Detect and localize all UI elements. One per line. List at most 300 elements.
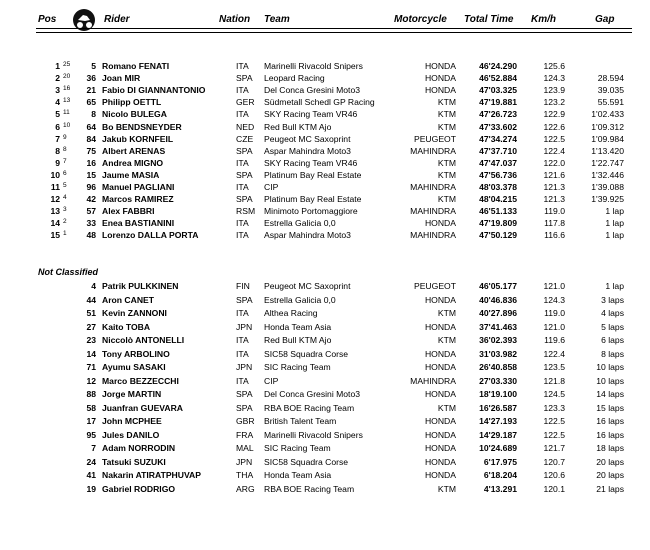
speed-cell: 122.4 xyxy=(543,348,565,359)
not-classified-heading: Not Classified xyxy=(38,267,99,277)
table-row xyxy=(0,108,650,120)
rider-number-cell: 21 xyxy=(86,85,96,96)
speed-cell: 120.6 xyxy=(543,470,565,480)
motorcycle-cell: KTM xyxy=(437,157,456,168)
table-row xyxy=(0,181,650,193)
header-rider: Rider xyxy=(104,14,130,25)
nation-cell: SPA xyxy=(236,169,253,180)
table-row xyxy=(0,193,650,205)
nation-cell: ITA xyxy=(236,308,249,318)
team-cell: Red Bull KTM Ajo xyxy=(264,335,332,345)
total-time-cell: 6'18.204 xyxy=(483,470,517,480)
team-cell: Red Bull KTM Ajo xyxy=(264,121,332,132)
total-time-cell: 47'19.809 xyxy=(479,218,517,229)
total-time-cell: 31'03.982 xyxy=(479,348,517,359)
motorcycle-cell: KTM xyxy=(437,109,456,120)
total-time-cell: 47'50.129 xyxy=(479,230,517,241)
rider-name-cell: Patrik PULKKINEN xyxy=(102,281,179,291)
rider-name-cell: Aron CANET xyxy=(102,294,155,305)
team-cell: Leopard Racing xyxy=(264,73,325,84)
speed-cell: 119.0 xyxy=(544,206,565,217)
gap-cell: 1 lap xyxy=(605,218,624,229)
team-cell: Del Conca Gresini Moto3 xyxy=(264,85,361,96)
rider-name-cell: Fabio DI GIANNANTONIO xyxy=(102,85,206,96)
total-time-cell: 46'52.884 xyxy=(479,73,517,84)
nation-cell: FIN xyxy=(236,281,250,291)
speed-cell: 119.0 xyxy=(544,308,565,318)
rider-name-cell: Gabriel RODRIGO xyxy=(102,483,176,494)
header-bottom-rule xyxy=(36,32,632,33)
nation-cell: JPN xyxy=(236,456,253,467)
rider-name-cell: Manuel PAGLIANI xyxy=(102,182,175,192)
rider-number-cell: 15 xyxy=(86,169,96,180)
speed-cell: 121.3 xyxy=(543,182,565,192)
grid-position-cell: 8 xyxy=(63,145,67,153)
speed-cell: 122.9 xyxy=(543,109,565,120)
rider-name-cell: Nakarin ATIRATPHUVAP xyxy=(102,470,201,480)
team-cell: Südmetall Schedl GP Racing xyxy=(264,97,375,108)
motorcycle-cell: HONDA xyxy=(424,443,456,453)
rider-number-cell: 75 xyxy=(86,145,96,156)
team-cell: British Talent Team xyxy=(264,416,337,426)
speed-cell: 125.6 xyxy=(543,61,565,71)
total-time-cell: 26'40.858 xyxy=(479,362,517,372)
total-time-cell: 4'13.291 xyxy=(483,483,517,494)
rider-number-cell: 24 xyxy=(86,456,96,467)
nation-cell: ITA xyxy=(236,157,249,168)
table-row xyxy=(0,334,650,346)
nation-cell: ITA xyxy=(236,348,249,359)
rider-number-cell: 51 xyxy=(86,308,96,318)
rider-name-cell: Juanfran GUEVARA xyxy=(102,402,184,413)
gap-cell: 1 lap xyxy=(605,206,624,217)
rider-number-cell: 44 xyxy=(86,294,96,305)
table-row xyxy=(0,429,650,441)
rider-name-cell: Albert ARENAS xyxy=(102,145,166,156)
gap-cell: 1'32.446 xyxy=(591,169,624,180)
team-cell: Minimoto Portomaggiore xyxy=(264,206,358,217)
gap-cell: 1'39.088 xyxy=(591,182,624,192)
nation-cell: ITA xyxy=(236,109,249,120)
rider-number-cell: 65 xyxy=(86,97,96,108)
team-cell: Platinum Bay Real Estate xyxy=(264,194,362,205)
team-cell: Peugeot MC Saxoprint xyxy=(264,281,351,291)
motorcycle-cell: MAHINDRA xyxy=(410,230,456,241)
rider-name-cell: Niccolò ANTONELLI xyxy=(102,335,185,345)
table-row xyxy=(0,375,650,387)
rider-name-cell: Nicolo BULEGA xyxy=(102,109,167,120)
table-row xyxy=(0,361,650,373)
position-cell: 9 xyxy=(55,157,60,168)
table-row xyxy=(0,402,650,414)
total-time-cell: 40'27.896 xyxy=(479,308,517,318)
table-row xyxy=(0,483,650,495)
team-cell: Honda Team Asia xyxy=(264,470,332,480)
header-top-rule xyxy=(36,28,632,29)
total-time-cell: 47'56.736 xyxy=(479,169,517,180)
motorcycle-cell: HONDA xyxy=(424,470,456,480)
header-nation: Nation xyxy=(219,14,251,25)
table-row xyxy=(0,442,650,454)
rider-name-cell: Jorge MARTIN xyxy=(102,389,162,399)
grid-position-cell: 16 xyxy=(63,85,71,93)
table-row xyxy=(0,72,650,84)
rider-name-cell: Marcos RAMIREZ xyxy=(102,194,174,205)
speed-cell: 122.4 xyxy=(543,145,565,156)
gap-cell: 20 laps xyxy=(596,456,624,467)
position-cell: 13 xyxy=(50,206,60,217)
nation-cell: NED xyxy=(236,121,255,132)
table-row xyxy=(0,280,650,292)
speed-cell: 121.7 xyxy=(543,443,565,453)
total-time-cell: 46'51.133 xyxy=(479,206,517,217)
speed-cell: 123.2 xyxy=(543,97,565,108)
rider-number-cell: 7 xyxy=(91,443,96,453)
speed-cell: 123.5 xyxy=(543,362,565,372)
speed-cell: 121.3 xyxy=(543,194,565,205)
speed-cell: 122.5 xyxy=(543,416,565,426)
rider-name-cell: Joan MIR xyxy=(102,73,141,84)
grid-position-cell: 25 xyxy=(63,61,71,68)
gap-cell: 18 laps xyxy=(596,443,624,453)
gap-cell: 14 laps xyxy=(596,389,624,399)
nation-cell: ITA xyxy=(236,182,249,192)
motorcycle-cell: KTM xyxy=(437,335,456,345)
nation-cell: SPA xyxy=(236,389,253,399)
nation-cell: THA xyxy=(236,470,254,480)
nation-cell: ITA xyxy=(236,218,249,229)
total-time-cell: 48'03.378 xyxy=(479,182,517,192)
table-row xyxy=(0,348,650,360)
nation-cell: ARG xyxy=(236,483,255,494)
speed-cell: 120.1 xyxy=(543,483,565,494)
gap-cell: 1'02.433 xyxy=(591,109,624,120)
nation-cell: GER xyxy=(236,97,255,108)
gap-cell: 6 laps xyxy=(601,335,624,345)
rider-name-cell: Enea BASTIANINI xyxy=(102,218,175,229)
team-cell: Marinelli Rivacold Snipers xyxy=(264,429,363,440)
rider-number-cell: 42 xyxy=(86,194,96,205)
table-row xyxy=(0,415,650,427)
table-row xyxy=(0,217,650,229)
rider-number-cell: 27 xyxy=(86,321,96,332)
grid-position-cell: 20 xyxy=(63,73,71,81)
total-time-cell: 47'26.723 xyxy=(479,109,517,120)
gap-cell: 1 lap xyxy=(605,281,624,291)
grid-position-cell: 9 xyxy=(63,133,67,141)
rider-number-cell: 57 xyxy=(86,206,96,217)
grid-position-cell: 7 xyxy=(63,157,67,165)
team-cell: Marinelli Rivacold Snipers xyxy=(264,61,363,71)
gap-cell: 3 laps xyxy=(601,294,624,305)
motorcycle-cell: HONDA xyxy=(424,85,456,96)
rider-name-cell: Alex FABBRI xyxy=(102,206,155,217)
table-row xyxy=(0,205,650,217)
motorcycle-cell: HONDA xyxy=(424,294,456,305)
position-cell: 12 xyxy=(50,194,60,205)
motorcycle-cell: HONDA xyxy=(424,416,456,426)
position-cell: 8 xyxy=(55,145,60,156)
gap-cell: 5 laps xyxy=(601,321,624,332)
table-row xyxy=(0,169,650,181)
rider-number-cell: 64 xyxy=(86,121,96,132)
grid-position-cell: 10 xyxy=(63,121,71,129)
gap-cell: 15 laps xyxy=(596,402,624,413)
rider-number-cell: 19 xyxy=(86,483,96,494)
rider-name-cell: Marco BEZZECCHI xyxy=(102,375,179,386)
position-cell: 4 xyxy=(55,97,60,108)
table-row xyxy=(0,121,650,133)
position-cell: 7 xyxy=(55,133,60,144)
team-cell: CIP xyxy=(264,375,279,386)
rider-number-cell: 33 xyxy=(86,218,96,229)
gap-cell: 28.594 xyxy=(597,73,624,84)
gap-cell: 21 laps xyxy=(596,483,624,494)
motorcycle-cell: MAHINDRA xyxy=(410,375,456,386)
grid-position-cell: 3 xyxy=(63,206,67,214)
header-pos: Pos xyxy=(38,14,57,25)
header-team: Team xyxy=(264,14,290,25)
grid-position-cell: 13 xyxy=(63,97,71,105)
gap-cell: 16 laps xyxy=(596,416,624,426)
rider-name-cell: Jules DANILO xyxy=(102,429,160,440)
motorcycle-cell: MAHINDRA xyxy=(410,182,456,192)
team-cell: Althea Racing xyxy=(264,308,318,318)
motorcycle-cell: MAHINDRA xyxy=(410,145,456,156)
team-cell: Aspar Mahindra Moto3 xyxy=(264,145,351,156)
team-cell: CIP xyxy=(264,182,279,192)
team-cell: SKY Racing Team VR46 xyxy=(264,109,358,120)
motorcycle-cell: KTM xyxy=(437,194,456,205)
rider-name-cell: Adam NORRODIN xyxy=(102,443,176,453)
gap-cell: 8 laps xyxy=(601,348,624,359)
speed-cell: 122.6 xyxy=(543,121,565,132)
total-time-cell: 47'19.881 xyxy=(479,97,517,108)
rider-name-cell: Philipp OETTL xyxy=(102,97,162,108)
rider-name-cell: John MCPHEE xyxy=(102,416,162,426)
team-cell: SIC Racing Team xyxy=(264,443,331,453)
motorcycle-cell: PEUGEOT xyxy=(413,281,456,291)
motorcycle-cell: HONDA xyxy=(424,321,456,332)
team-cell: Estrella Galicia 0,0 xyxy=(264,294,336,305)
motorcycle-cell: KTM xyxy=(437,121,456,132)
gap-cell: 10 laps xyxy=(596,375,624,386)
nation-cell: ITA xyxy=(236,61,249,71)
total-time-cell: 47'03.325 xyxy=(479,85,517,96)
table-row xyxy=(0,157,650,169)
table-row xyxy=(0,229,650,241)
nation-cell: SPA xyxy=(236,145,253,156)
position-cell: 5 xyxy=(55,109,60,120)
rider-number-cell: 71 xyxy=(86,362,96,372)
header-motorcycle: Motorcycle xyxy=(394,14,447,25)
total-time-cell: 36'02.393 xyxy=(479,335,517,345)
rider-number-cell: 23 xyxy=(86,335,96,345)
motorcycle-cell: HONDA xyxy=(424,218,456,229)
total-time-cell: 10'24.689 xyxy=(479,443,517,453)
speed-cell: 122.5 xyxy=(543,133,565,144)
team-cell: SKY Racing Team VR46 xyxy=(264,157,358,168)
speed-cell: 121.8 xyxy=(543,375,565,386)
team-cell: SIC58 Squadra Corse xyxy=(264,456,349,467)
table-row xyxy=(0,60,650,72)
gap-cell: 4 laps xyxy=(601,308,624,318)
rider-number-cell: 88 xyxy=(86,389,96,399)
rider-name-cell: Jaume MASIA xyxy=(102,169,160,180)
table-row xyxy=(0,469,650,481)
position-cell: 14 xyxy=(50,218,60,229)
nation-cell: SPA xyxy=(236,194,253,205)
nation-cell: JPN xyxy=(236,321,253,332)
position-cell: 3 xyxy=(55,85,60,96)
table-row xyxy=(0,145,650,157)
rider-number-cell: 14 xyxy=(86,348,96,359)
rider-name-cell: Romano FENATI xyxy=(102,61,170,71)
speed-cell: 119.6 xyxy=(544,335,565,345)
rider-name-cell: Jakub KORNFEIL xyxy=(102,133,174,144)
motorcycle-cell: HONDA xyxy=(424,348,456,359)
total-time-cell: 46'05.177 xyxy=(479,281,517,291)
rider-name-cell: Lorenzo DALLA PORTA xyxy=(102,230,199,241)
speed-cell: 124.5 xyxy=(543,389,565,399)
team-cell: Aspar Mahindra Moto3 xyxy=(264,230,351,241)
speed-cell: 123.3 xyxy=(543,402,565,413)
position-cell: 11 xyxy=(50,182,60,192)
team-cell: SIC Racing Team xyxy=(264,362,331,372)
gap-cell: 1'22.747 xyxy=(591,157,624,168)
total-time-cell: 18'19.100 xyxy=(479,389,517,399)
gap-cell: 1'39.925 xyxy=(591,194,624,205)
team-cell: Peugeot MC Saxoprint xyxy=(264,133,351,144)
position-cell: 1 xyxy=(55,61,60,71)
rider-name-cell: Tatsuki SUZUKI xyxy=(102,456,166,467)
motorcycle-cell: MAHINDRA xyxy=(410,206,456,217)
table-row xyxy=(0,307,650,319)
rider-name-cell: Kaito TOBA xyxy=(102,321,151,332)
rider-number-cell: 12 xyxy=(86,375,96,386)
motorcycle-cell: HONDA xyxy=(424,362,456,372)
total-time-cell: 47'33.602 xyxy=(479,121,517,132)
speed-cell: 121.0 xyxy=(543,281,565,291)
grid-position-cell: 2 xyxy=(63,218,67,226)
nation-cell: ITA xyxy=(236,335,249,345)
total-time-cell: 37'41.463 xyxy=(479,321,517,332)
motorcycle-cell: KTM xyxy=(437,169,456,180)
motorcycle-cell: HONDA xyxy=(424,73,456,84)
gap-cell: 1'09.312 xyxy=(591,121,624,132)
table-row xyxy=(0,294,650,306)
rider-number-cell: 16 xyxy=(86,157,96,168)
team-cell: SIC58 Squadra Corse xyxy=(264,348,349,359)
motorcycle-cell: HONDA xyxy=(424,456,456,467)
motorcycle-cell: KTM xyxy=(437,308,456,318)
grid-position-cell: 11 xyxy=(63,109,70,117)
motorcycle-cell: HONDA xyxy=(424,429,456,440)
grid-position-cell: 5 xyxy=(63,182,67,189)
rider-number-cell: 4 xyxy=(91,281,96,291)
gap-cell: 55.591 xyxy=(597,97,624,108)
grid-position-cell: 1 xyxy=(63,230,67,238)
speed-cell: 120.7 xyxy=(543,456,565,467)
total-time-cell: 16'26.587 xyxy=(479,402,517,413)
total-time-cell: 27'03.330 xyxy=(479,375,517,386)
total-time-cell: 47'47.037 xyxy=(479,157,517,168)
header-kmh: Km/h xyxy=(531,14,556,25)
speed-cell: 124.3 xyxy=(543,73,565,84)
gap-cell: 1 lap xyxy=(605,230,624,241)
table-row xyxy=(0,84,650,96)
nation-cell: ITA xyxy=(236,230,249,241)
total-time-cell: 14'27.193 xyxy=(479,416,517,426)
gap-cell: 39.035 xyxy=(597,85,624,96)
nation-cell: JPN xyxy=(236,362,253,372)
nation-cell: MAL xyxy=(236,443,254,453)
gap-cell: 1'09.984 xyxy=(591,133,624,144)
table-row xyxy=(0,456,650,468)
position-cell: 6 xyxy=(55,121,60,132)
total-time-cell: 46'24.290 xyxy=(479,61,517,71)
speed-cell: 122.5 xyxy=(543,429,565,440)
total-time-cell: 48'04.215 xyxy=(479,194,517,205)
gap-cell: 20 laps xyxy=(596,470,624,480)
total-time-cell: 14'29.187 xyxy=(479,429,517,440)
motorcycle-cell: HONDA xyxy=(424,389,456,399)
nation-cell: SPA xyxy=(236,402,253,413)
speed-cell: 124.3 xyxy=(543,294,565,305)
rider-number-cell: 36 xyxy=(86,73,96,84)
grid-position-cell: 4 xyxy=(63,194,67,202)
rider-number-cell: 48 xyxy=(86,230,96,241)
team-cell: RBA BOE Racing Team xyxy=(264,483,355,494)
speed-cell: 116.6 xyxy=(544,230,565,241)
nation-cell: ITA xyxy=(236,375,249,386)
speed-cell: 123.9 xyxy=(543,85,565,96)
team-cell: Estrella Galicia 0,0 xyxy=(264,218,336,229)
header-gap: Gap xyxy=(595,14,615,25)
speed-cell: 117.8 xyxy=(544,218,565,229)
nation-cell: RSM xyxy=(236,206,256,217)
table-row xyxy=(0,133,650,145)
nation-cell: FRA xyxy=(236,429,254,440)
speed-cell: 121.0 xyxy=(543,321,565,332)
header-total-time: Total Time xyxy=(464,14,514,25)
nation-cell: ITA xyxy=(236,85,249,96)
position-cell: 2 xyxy=(55,73,60,84)
rider-name-cell: Andrea MIGNO xyxy=(102,157,164,168)
motorcycle-cell: KTM xyxy=(437,402,456,413)
speed-cell: 122.0 xyxy=(543,157,565,168)
rider-number-cell: 5 xyxy=(91,61,96,71)
rider-number-cell: 8 xyxy=(91,109,96,120)
table-row xyxy=(0,96,650,108)
motorcycle-cell: KTM xyxy=(437,97,456,108)
nation-cell: SPA xyxy=(236,73,253,84)
gap-cell: 16 laps xyxy=(596,429,624,440)
rider-number-cell: 41 xyxy=(86,470,96,480)
motorcycle-cell: KTM xyxy=(437,483,456,494)
speed-cell: 121.6 xyxy=(543,169,565,180)
total-time-cell: 47'37.710 xyxy=(479,145,517,156)
position-cell: 10 xyxy=(50,169,60,180)
rider-number-cell: 95 xyxy=(86,429,96,440)
team-cell: RBA BOE Racing Team xyxy=(264,402,355,413)
total-time-cell: 40'46.836 xyxy=(479,294,517,305)
total-time-cell: 6'17.975 xyxy=(483,456,517,467)
table-row xyxy=(0,388,650,400)
gap-cell: 10 laps xyxy=(596,362,624,372)
nation-cell: SPA xyxy=(236,294,253,305)
rider-number-cell: 58 xyxy=(86,402,96,413)
